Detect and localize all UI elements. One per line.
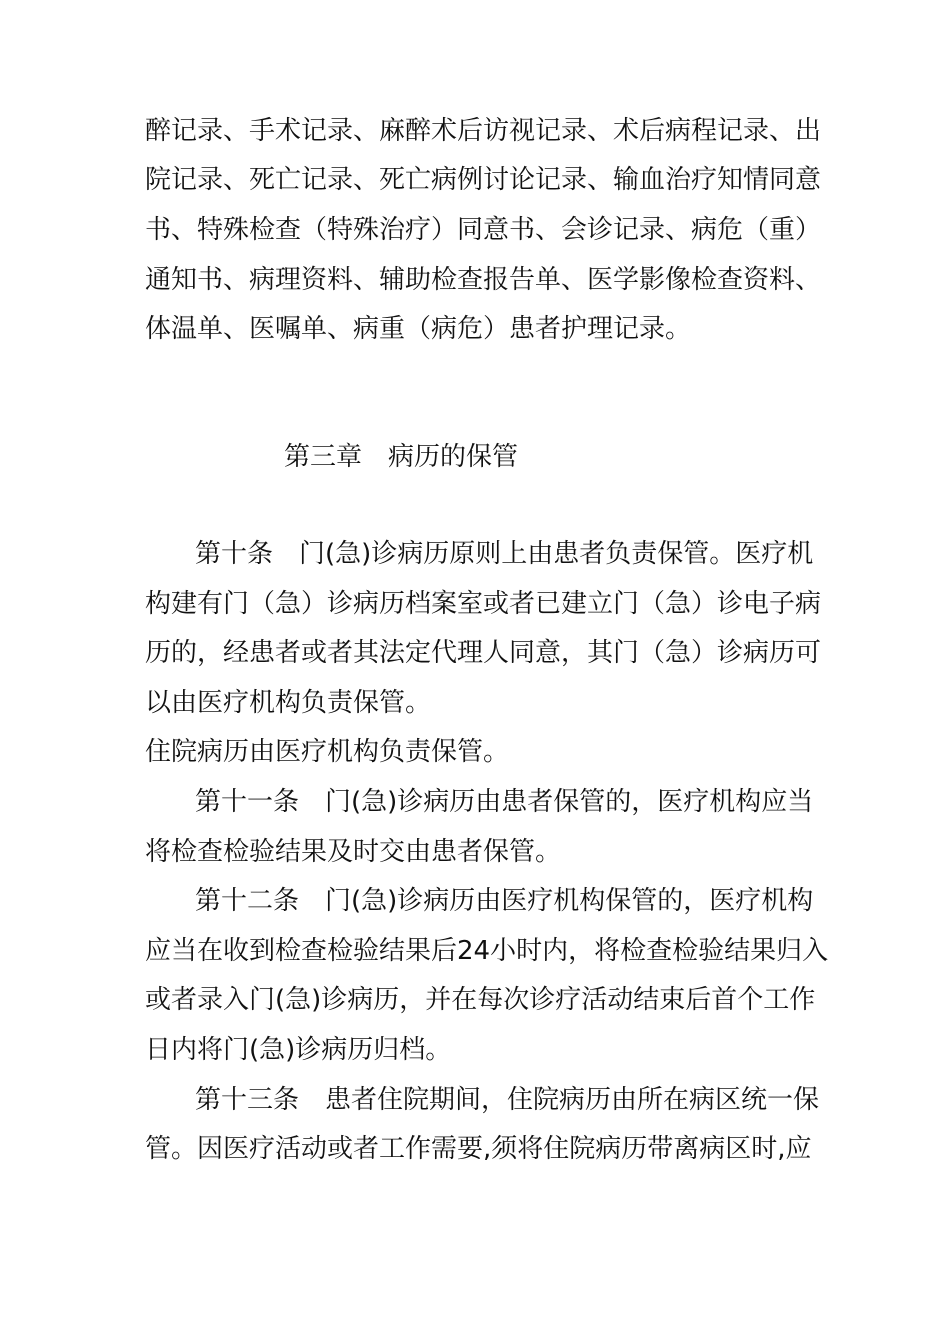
article-11-line: 将检查检验结果及时交由患者保管。 [145,837,562,867]
inpatient-note: 住院病历由医疗机构负责保管。 [145,737,510,767]
article-12-line: 或者录入门(急)诊病历，并在每次诊疗活动结束后首个工作 [145,985,816,1015]
article-10-line: 历的，经患者或者其法定代理人同意，其门（急）诊病历可 [145,638,822,668]
article-10-line: 第十条 门(急)诊病历原则上由患者负责保管。医疗机 [195,539,814,569]
chapter-heading: 第三章 病历的保管 [284,442,519,472]
article-13-line: 第十三条 患者住院期间，住院病历由所在病区统一保 [195,1085,820,1115]
article-12-line: 第十二条 门(急)诊病历由医疗机构保管的，医疗机构 [195,886,814,916]
paragraph-line: 通知书、病理资料、辅助检查报告单、医学影像检查资料、 [145,265,822,295]
paragraph-line: 院记录、死亡记录、死亡病例讨论记录、输血治疗知情同意 [145,165,822,195]
article-13-line: 管。因医疗活动或者工作需要,须将住院病历带离病区时,应 [145,1134,812,1164]
article-12-line: 日内将门(急)诊病历归档。 [145,1035,452,1065]
article-10-line: 以由医疗机构负责保管。 [145,688,432,718]
paragraph-line: 书、特殊检查（特殊治疗）同意书、会诊记录、病危（重） [145,215,822,245]
article-12-line: 应当在收到检查检验结果后24小时内，将检查检验结果归入 [145,936,829,966]
paragraph-line: 醉记录、手术记录、麻醉术后访视记录、术后病程记录、出 [145,116,822,146]
paragraph-line: 体温单、医嘱单、病重（病危）患者护理记录。 [145,314,692,344]
article-11-line: 第十一条 门(急)诊病历由患者保管的，医疗机构应当 [195,787,814,817]
article-10-line: 构建有门（急）诊病历档案室或者已建立门（急）诊电子病 [145,589,822,619]
